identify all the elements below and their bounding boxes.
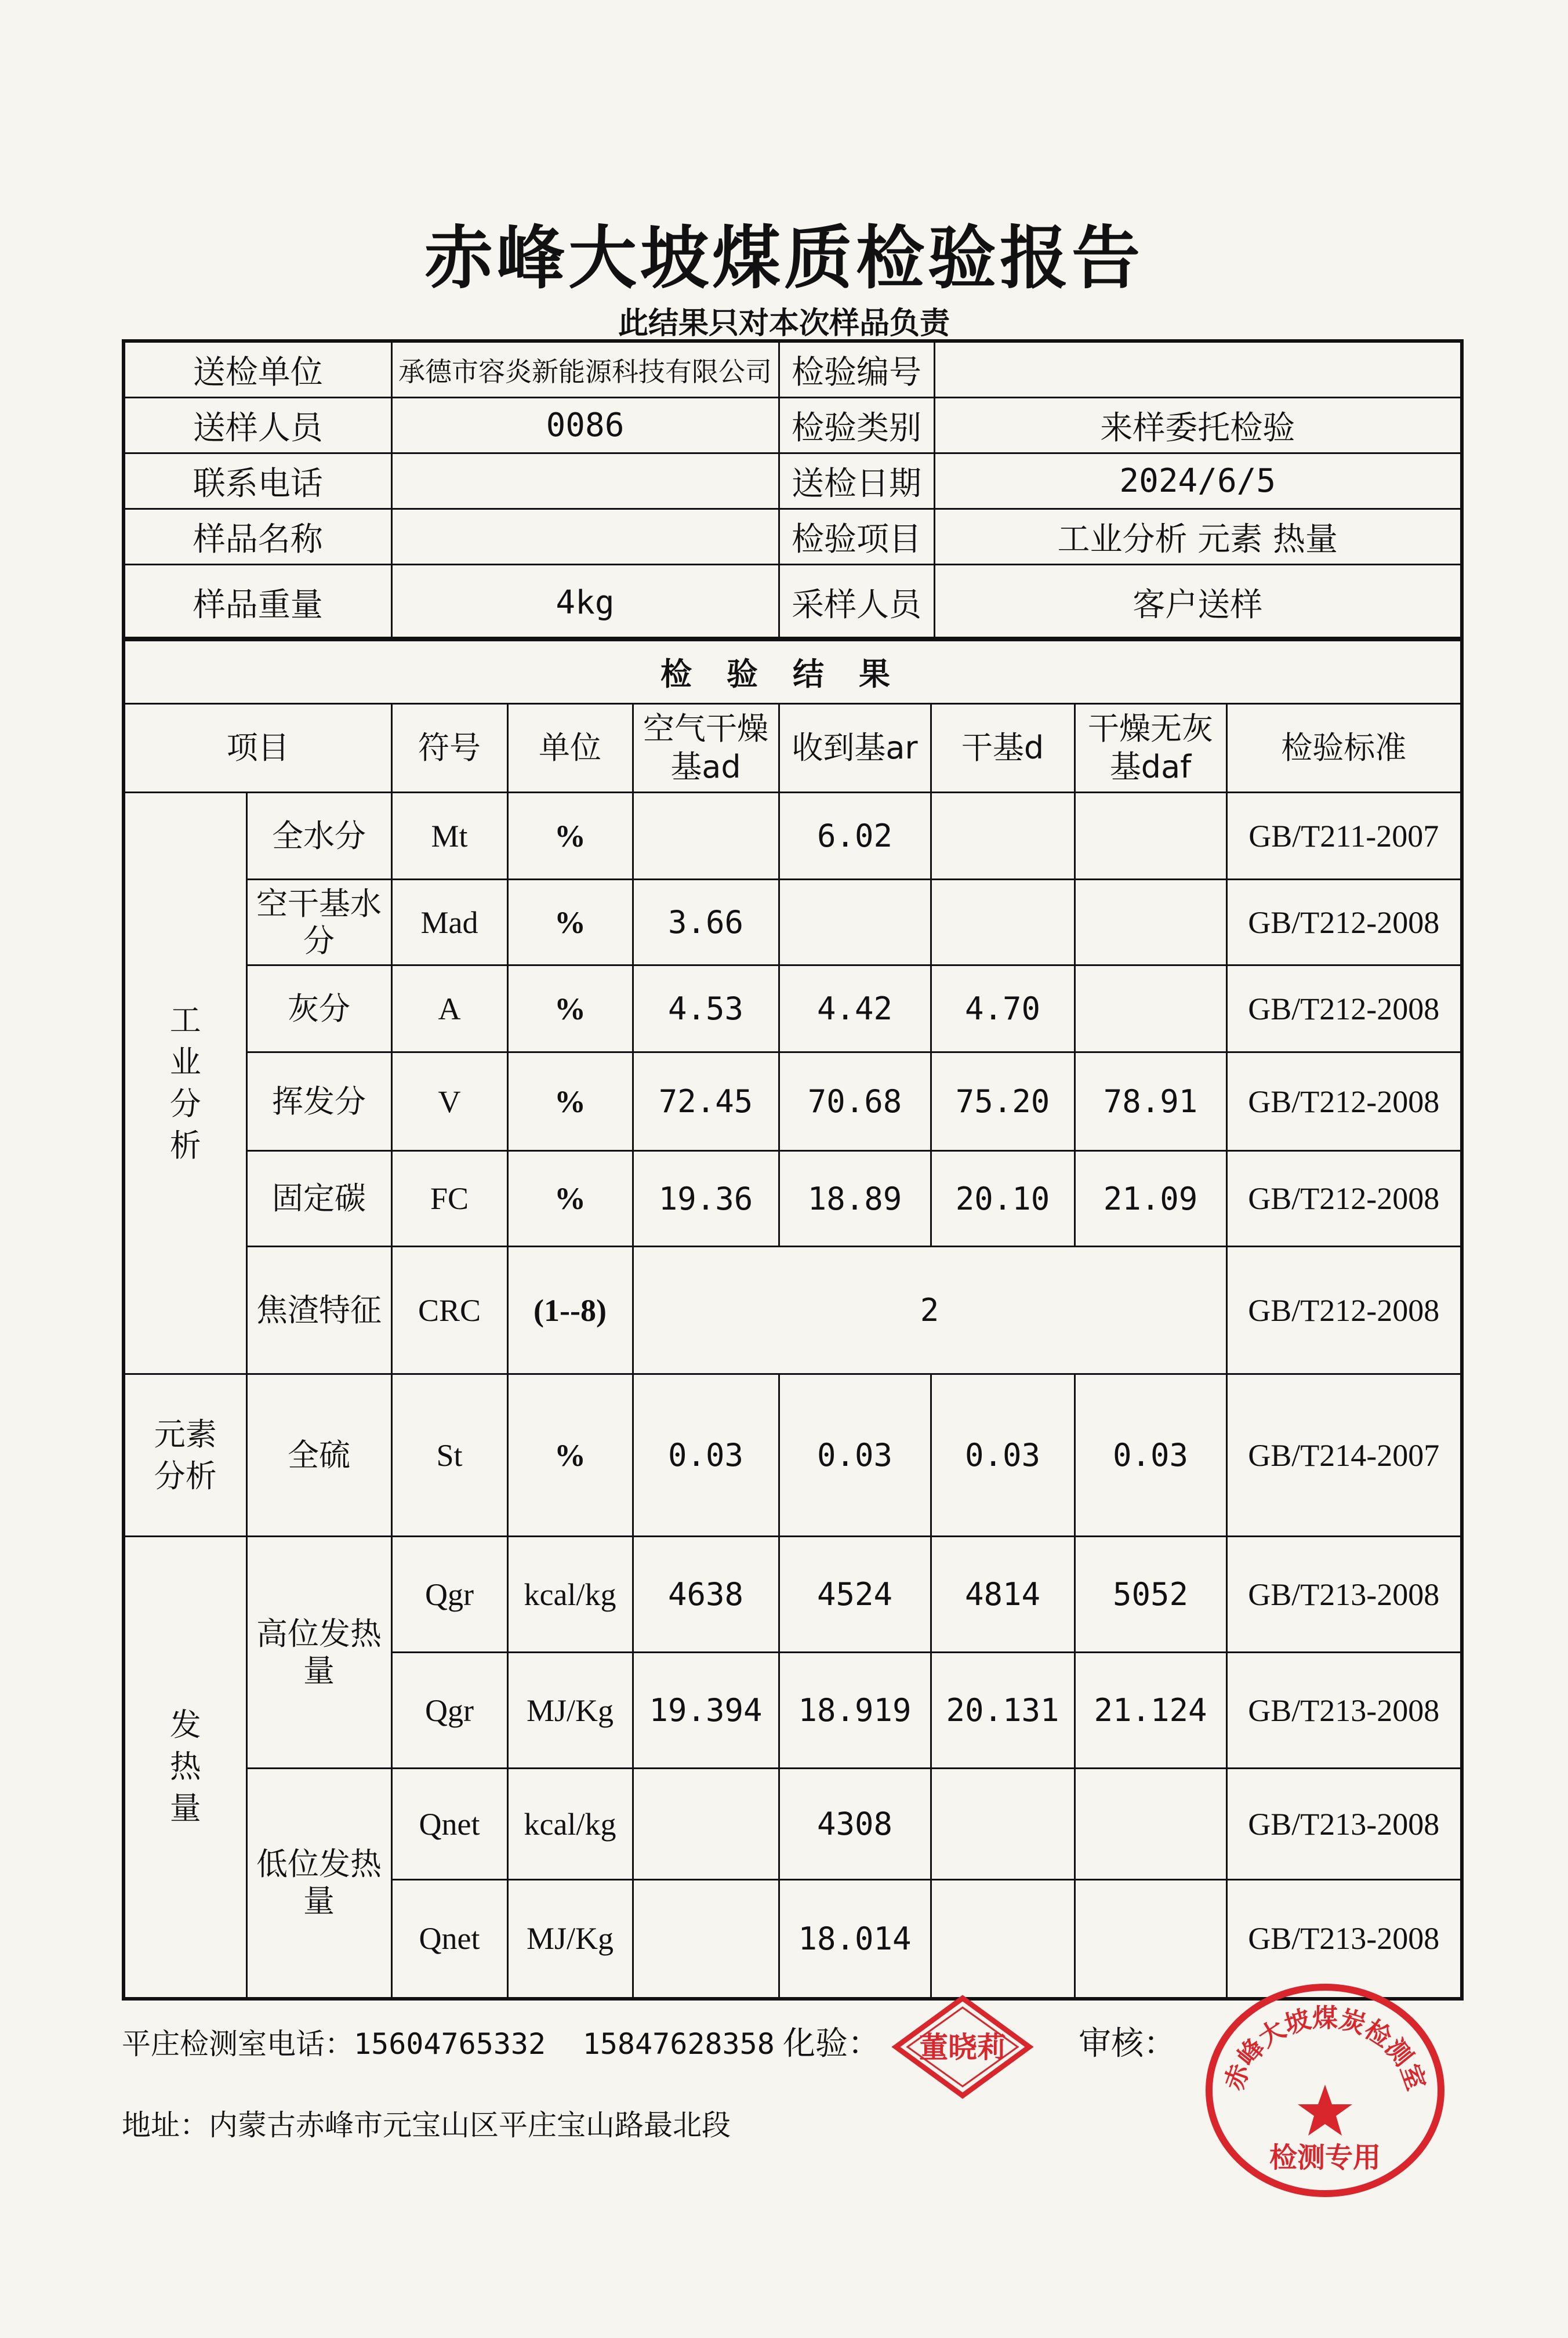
sampler-value: 客户送样: [934, 565, 1462, 641]
category-proximate: 工 业 分 析: [124, 793, 246, 1374]
test-items-value: 工业分析 元素 热量: [934, 509, 1462, 565]
lab-address: 地址：内蒙古赤峰市元宝山区平庄宝山路最北段: [122, 2108, 731, 2142]
inspection-seal: [1200, 1980, 1450, 2201]
item-qnet-group: 低位发热 量: [246, 1769, 391, 1999]
seal-text-bottom: 检测专用: [1269, 2141, 1381, 2174]
reviewer-label: 审核：: [1079, 2025, 1176, 2063]
label-sample-weight: 样品重量: [124, 565, 391, 641]
header-d: 干基d: [931, 704, 1075, 793]
header-unit: 单位: [507, 704, 633, 793]
label-phone: 联系电话: [124, 453, 391, 509]
seal-star-icon: [1298, 2085, 1352, 2136]
label-submit-date: 送检日期: [779, 453, 934, 509]
header-standard: 检验标准: [1226, 704, 1462, 793]
header-daf: 干燥无灰 基daf: [1075, 704, 1226, 793]
table-row: 挥发分 V % 72.45 70.68 75.20 78.91 GB/T212-2008: [124, 1052, 1462, 1151]
sample-weight-value: 4kg: [391, 565, 779, 641]
test-type-value: 来样委托检验: [934, 398, 1462, 453]
seal-text-top: 赤峰大坡煤炭检测室: [1219, 2003, 1431, 2094]
header-item: 项目: [124, 704, 391, 793]
header-ar: 收到基ar: [779, 704, 931, 793]
table-row: 发 热 量 高位发热 量 Qgr kcal/kg 4638 4524 4814 5052 GB/T213-2008: [124, 1537, 1462, 1653]
sample-info-table: [122, 339, 1464, 641]
label-test-items: 检验项目: [779, 509, 934, 565]
table-row: Qgr MJ/Kg 19.394 18.919 20.131 21.124 GB/T213-2008: [124, 1653, 1462, 1769]
report-no-value: [934, 341, 1462, 398]
item-mt: 全水分: [246, 793, 391, 880]
lab-phone-2: 15847628358: [582, 2027, 775, 2061]
header-ad: 空气干燥 基ad: [633, 704, 779, 793]
table-row: 工 业 分 析 全水分 Mt % 6.02 GB/T211-2007: [124, 793, 1462, 880]
label-test-type: 检验类别: [779, 398, 934, 453]
submit-date-value: 2024/6/5: [934, 453, 1462, 509]
unit-mt: %: [507, 793, 633, 880]
svg-text:赤峰大坡煤炭检测室: [1219, 2003, 1431, 2094]
symbol-mt: Mt: [391, 793, 507, 880]
lab-phone-1: 15604765332: [354, 2027, 546, 2061]
submitting-unit-value: 承德市容炎新能源科技有限公司: [391, 341, 779, 398]
table-row: Qnet MJ/Kg 18.014 GB/T213-2008: [124, 1880, 1462, 1999]
results-table: [122, 637, 1464, 2001]
category-calorific: 发 热 量: [124, 1537, 246, 1999]
tester-label: 化验：: [783, 2025, 880, 2063]
item-qgr-group: 高位发热 量: [246, 1537, 391, 1769]
table-row: 固定碳 FC % 19.36 18.89 20.10 21.09 GB/T212-2008: [124, 1151, 1462, 1247]
table-row: 低位发热 量 Qnet kcal/kg 4308 GB/T213-2008: [124, 1769, 1462, 1880]
header-symbol: 符号: [391, 704, 507, 793]
label-sender: 送样人员: [124, 398, 391, 453]
label-submitting-unit: 送检单位: [124, 341, 391, 398]
info-row: [124, 453, 1462, 509]
sender-value: 0086: [391, 398, 779, 453]
table-row: 元素 分析 全硫 St % 0.03 0.03 0.03 0.03 GB/T214-2007: [124, 1374, 1462, 1537]
report-title: 赤峰大坡煤质检验报告: [424, 218, 1144, 298]
header-row: [124, 704, 1462, 793]
label-sampler: 采样人员: [779, 565, 934, 641]
category-ultimate: 元素 分析: [124, 1374, 246, 1537]
label-report-no: 检验编号: [779, 341, 934, 398]
crc-value: 2: [633, 1247, 1226, 1374]
tester-name-stamp: [890, 1995, 1035, 2099]
table-row: 灰分 A % 4.53 4.42 4.70 GB/T212-2008: [124, 965, 1462, 1052]
item-mad: 空干基水 分: [246, 880, 391, 965]
label-sample-name: 样品名称: [124, 509, 391, 565]
tester-stamp-text: 董晓莉: [919, 2031, 1006, 2064]
results-section-title: 检验结果: [124, 638, 1462, 704]
table-row: 空干基水 分 Mad % 3.66 GB/T212-2008: [124, 880, 1462, 965]
phone-value: [391, 453, 779, 509]
report-subtitle: 此结果只对本次样品负责: [618, 306, 950, 341]
info-row: [124, 398, 1462, 453]
info-row: [124, 509, 1462, 565]
table-row: 焦渣特征 CRC (1--8) 2 GB/T212-2008: [124, 1247, 1462, 1374]
sample-name-value: [391, 509, 779, 565]
lab-phone-line: 平庄检测室电话：15604765332 15847628358: [122, 2027, 775, 2061]
info-row: [124, 565, 1462, 641]
info-row: [124, 341, 1462, 398]
